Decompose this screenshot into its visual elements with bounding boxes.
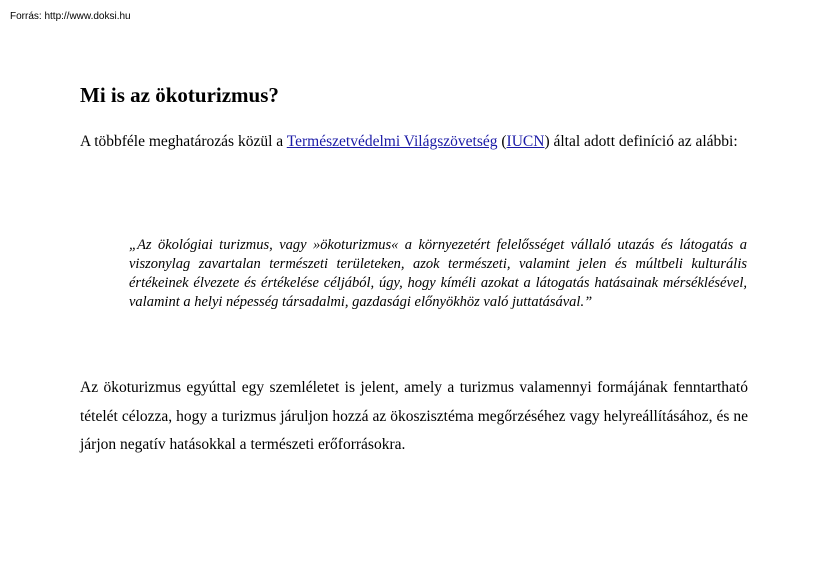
- intro-text-mid: (: [497, 133, 507, 150]
- intro-text-before: A többféle meghatározás közül a: [80, 133, 287, 150]
- definition-quote: „Az ökológiai turizmus, vagy »ökoturizmus« a környezetért felelősséget vállaló utazás és látogatás a viszonylag zavartalan természeti területeken, azok természeti, valamint jelen és múltbeli kulturális értékeinek élvezete és értékelése céljából, úgy, hogy kíméli azokat a látogatás hatásainak mérséklésével, valamint a helyi népesség társadalmi, gazdasági előnyökhöz való juttatásával.”: [129, 237, 747, 310]
- intro-text-after: ) által adott definíció az alábbi:: [544, 133, 738, 150]
- iucn-abbr-link[interactable]: IUCN: [506, 133, 545, 150]
- body-paragraph: Az ökoturizmus egyúttal egy szemléletet is jelent, amely a turizmus valamennyi formájának fenntartható tételét célozza, hogy a turizmus járuljon hozzá az ökoszisztéma megőrzéséhez vagy helyreállításához, és ne járjon negatív hatásokkal a természeti erőforrásokra.: [80, 379, 748, 453]
- page-title: Mi is az ökoturizmus?: [80, 83, 279, 107]
- iucn-fullname-link[interactable]: Természetvédelmi Világszövetség: [286, 133, 498, 150]
- source-label: Forrás: http://www.doksi.hu: [10, 11, 131, 22]
- intro-paragraph: [80, 128, 748, 156]
